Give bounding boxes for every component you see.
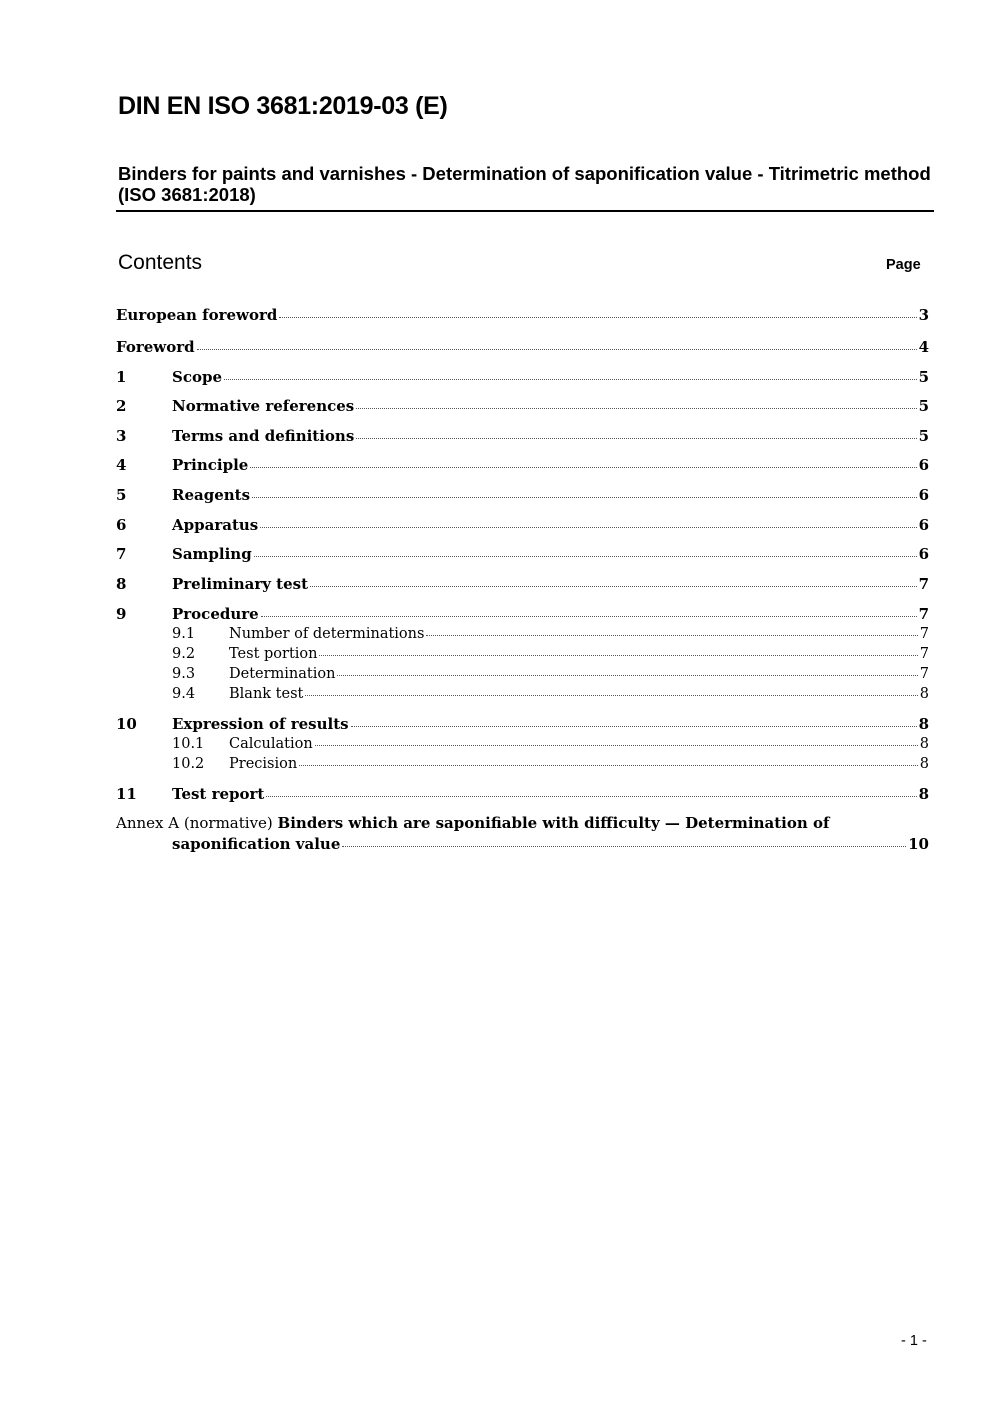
toc-entry-title: Expression of results (172, 715, 349, 733)
toc-leader-dots (197, 349, 917, 350)
toc-entry-normative-references[interactable] (116, 397, 929, 415)
toc-entry-title: Principle (172, 456, 249, 474)
toc-entry-page: 10 (908, 835, 929, 853)
toc-entry-title: Sampling (172, 545, 252, 563)
toc-entry-page: 4 (918, 338, 929, 356)
toc-entry-title: Test portion (229, 646, 318, 662)
toc-entry-determination[interactable] (172, 665, 929, 683)
toc-entry-number: 9.4 (172, 686, 196, 702)
toc-entry-page: 7 (919, 626, 929, 642)
toc-entry-annex-a-continued[interactable] (172, 835, 929, 853)
toc-leader-dots (319, 655, 917, 656)
toc-leader-dots (252, 497, 917, 498)
toc-leader-dots (305, 695, 917, 696)
toc-entry-title: Normative references (172, 397, 355, 415)
document-title: Binders for paints and varnishes - Determination of saponification value - Titrimetric method (ISO 3681:2018) (118, 163, 931, 205)
toc-entry-number: 9 (116, 605, 127, 623)
toc-entry-sampling[interactable] (116, 545, 929, 563)
toc-entry-title: Precision (229, 756, 298, 772)
toc-entry-preliminary-test[interactable] (116, 575, 929, 593)
toc-leader-dots (279, 317, 916, 318)
toc-leader-dots (337, 675, 917, 676)
toc-entry-number: 10.1 (172, 736, 205, 752)
toc-leader-dots (342, 846, 906, 847)
annex-title-line2: saponification value (172, 835, 341, 853)
toc-leader-dots (224, 379, 917, 380)
toc-leader-dots (356, 438, 916, 439)
toc-entry-european-foreword[interactable] (116, 306, 929, 324)
toc-entry-number: 9.3 (172, 666, 196, 682)
toc-entry-page: 7 (918, 605, 929, 623)
toc-entry-page: 3 (918, 306, 929, 324)
toc-entry-title: Preliminary test (172, 575, 309, 593)
toc-entry-number: 10.2 (172, 756, 205, 772)
toc-entry-page: 5 (918, 368, 929, 386)
toc-entry-page: 6 (918, 486, 929, 504)
toc-entry-title: Scope (172, 368, 223, 386)
title-divider (116, 210, 934, 212)
toc-leader-dots (310, 586, 917, 587)
toc-entry-page: 7 (919, 666, 929, 682)
toc-entry-annex-a[interactable] (116, 814, 829, 832)
toc-leader-dots (260, 527, 916, 528)
toc-entry-page: 8 (919, 756, 929, 772)
toc-entry-title: Terms and definitions (172, 427, 355, 445)
toc-entry-title: Procedure (172, 605, 259, 623)
toc-leader-dots (250, 467, 916, 468)
toc-entry-apparatus[interactable] (116, 516, 929, 534)
toc-leader-dots (356, 408, 916, 409)
toc-entry-foreword[interactable] (116, 338, 929, 356)
toc-entry-number: 3 (116, 427, 127, 445)
toc-entry-page: 8 (918, 785, 929, 803)
toc-entry-reagents[interactable] (116, 486, 929, 504)
toc-entry-title: European foreword (116, 306, 278, 324)
toc-entry-number-of-determinations[interactable] (172, 625, 929, 643)
toc-entry-calculation[interactable] (172, 735, 929, 753)
toc-entry-test-report[interactable] (116, 785, 929, 803)
page-column-heading: Page (886, 257, 921, 273)
toc-leader-dots (261, 616, 917, 617)
toc-leader-dots (254, 556, 917, 557)
toc-entry-number: 10 (116, 715, 137, 733)
page-number: - 1 - (901, 1333, 927, 1349)
toc-entry-test-portion[interactable] (172, 645, 929, 663)
toc-entry-page: 6 (918, 516, 929, 534)
toc-entry-expression-of-results[interactable] (116, 715, 929, 733)
contents-heading: Contents (118, 251, 203, 274)
toc-entry-page: 7 (919, 646, 929, 662)
toc-entry-page: 8 (918, 715, 929, 733)
toc-entry-number: 5 (116, 486, 127, 504)
annex-title-line1: Binders which are saponifiable with difficulty — Determination of (277, 814, 830, 832)
toc-entry-number: 4 (116, 456, 127, 474)
annex-prefix: Annex A (normative) (116, 814, 278, 832)
toc-entry-scope[interactable] (116, 368, 929, 386)
toc-entry-page: 8 (919, 736, 929, 752)
toc-entry-page: 5 (918, 427, 929, 445)
toc-entry-number: 8 (116, 575, 127, 593)
toc-entry-number: 7 (116, 545, 127, 563)
toc-entry-terms-and-definitions[interactable] (116, 427, 929, 445)
toc-entry-title: Test report (172, 785, 265, 803)
toc-entry-title: Apparatus (172, 516, 259, 534)
toc-entry-procedure[interactable] (116, 605, 929, 623)
toc-leader-dots (299, 765, 918, 766)
toc-entry-number: 1 (116, 368, 127, 386)
toc-entry-title: Determination (229, 666, 336, 682)
toc-entry-number: 11 (116, 785, 137, 803)
toc-entry-page: 6 (918, 545, 929, 563)
document-id: DIN EN ISO 3681:2019-03 (E) (118, 92, 448, 120)
toc-entry-precision[interactable] (172, 755, 929, 773)
toc-leader-dots (266, 796, 916, 797)
toc-entry-number: 9.1 (172, 626, 196, 642)
toc-entry-page: 8 (919, 686, 929, 702)
toc-leader-dots (426, 635, 917, 636)
toc-leader-dots (315, 745, 918, 746)
toc-entry-blank-test[interactable] (172, 685, 929, 703)
toc-entry-page: 7 (918, 575, 929, 593)
toc-leader-dots (351, 726, 917, 727)
toc-entry-number: 9.2 (172, 646, 196, 662)
toc-entry-page: 5 (918, 397, 929, 415)
toc-entry-number: 6 (116, 516, 127, 534)
toc-entry-title: Reagents (172, 486, 251, 504)
toc-entry-page: 6 (918, 456, 929, 474)
toc-entry-title: Calculation (229, 736, 313, 752)
toc-entry-title: Number of determinations (229, 626, 425, 642)
toc-entry-principle[interactable] (116, 456, 929, 474)
toc-entry-title: Foreword (116, 338, 195, 356)
toc-entry-title: Blank test (229, 686, 304, 702)
toc-entry-number: 2 (116, 397, 127, 415)
